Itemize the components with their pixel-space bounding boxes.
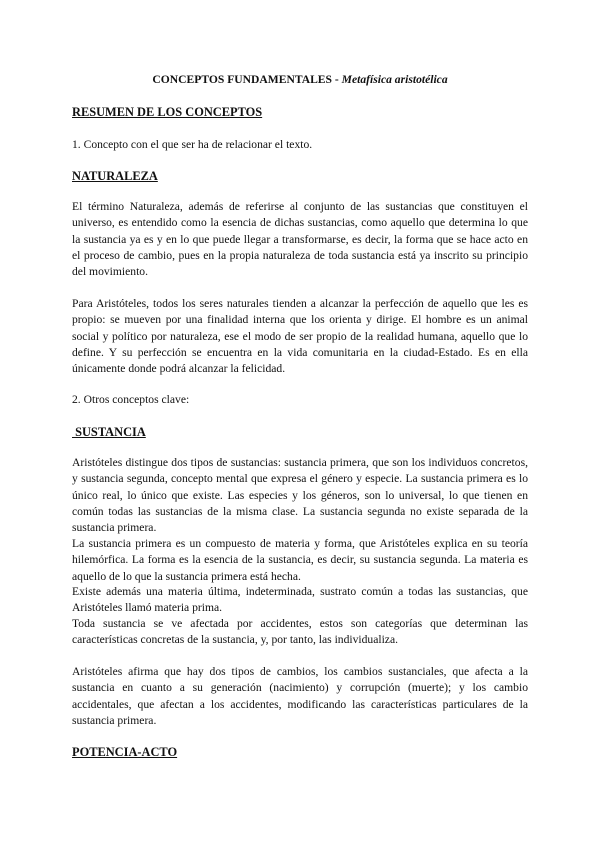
heading-potencia-acto: POTENCIA-ACTO	[72, 745, 178, 759]
title-main: CONCEPTOS FUNDAMENTALES -	[152, 73, 339, 86]
sustancia-paragraph-2: La sustancia primera es un compuesto de materia y forma, que Aristóteles explica en su teoría hilemórfica. La forma es la esencia de la sustancia, es decir, su sustancia segunda. La materia es aquello de lo que la sustancia primera está hecha.	[72, 537, 528, 583]
sustancia-paragraph-5: Aristóteles afirma que hay dos tipos de cambios, los cambios sustanciales, que afecta a la sustancia en cuanto a su generación (nacimiento) y corrupción (muerte); y los cambio accidentales, que afectan a los accidentes, modificando las características particulares de la sustancia primera.	[72, 665, 528, 727]
title-subtitle: Metafísica aristotélica	[341, 73, 448, 86]
heading-sustancia: SUSTANCIA	[72, 425, 146, 439]
heading-naturaleza: NATURALEZA	[72, 169, 158, 183]
item-concepto: 1. Concepto con el que ser ha de relacionar el texto.	[72, 138, 313, 151]
sustancia-paragraph-3: Existe además una materia última, indeterminada, sustrato común a todas las sustancias, que Aristóteles llamó materia prima.	[72, 585, 528, 615]
heading-resumen: RESUMEN DE LOS CONCEPTOS	[72, 105, 263, 119]
item-otros: 2. Otros conceptos clave:	[72, 393, 190, 406]
sustancia-paragraph-1: Aristóteles distingue dos tipos de sustancias: sustancia primera, que son los individuos concretos, y sustancia segunda, concepto mental que expresa el género y especie. La sustancia primera es lo único real, lo único que existe. Las especies y los géneros, son lo universal, lo que tienen en común todas las sustancias de la misma clase. La sustancia segunda no existe separada de la sustancia primera.	[72, 456, 528, 535]
document-title	[0, 72, 600, 88]
sustancia-paragraph-4: Toda sustancia se ve afectada por accidentes, estos son categorías que determinan las características concretas de la sustancia, y, por tanto, las individualiza.	[72, 617, 528, 647]
naturaleza-paragraph-2: Para Aristóteles, todos los seres naturales tienden a alcanzar la perfección de aquello que les es propio: se mueven por una finalidad interna que los orienta y dirige. El hombre es un animal social y político por naturaleza, ese el modo de ser propio de la realidad humana, aquello que lo define. Y su perfección se encuentra en la vida comunitaria en la ciudad-Estado. Es en ella únicamente donde podrá alcanzar la felicidad.	[72, 297, 528, 376]
naturaleza-paragraph-1: El término Naturaleza, además de referirse al conjunto de las sustancias que constituyen el universo, es entendido como la esencia de dichas sustancias, como aquello que determina lo que la sustancia ya es y en lo que puede llegar a transformarse, es decir, la forma que se hace acto en el proceso de cambio, pues en la propia naturaleza de toda sustancia está ya inscrito su principio del movimiento.	[72, 200, 528, 279]
